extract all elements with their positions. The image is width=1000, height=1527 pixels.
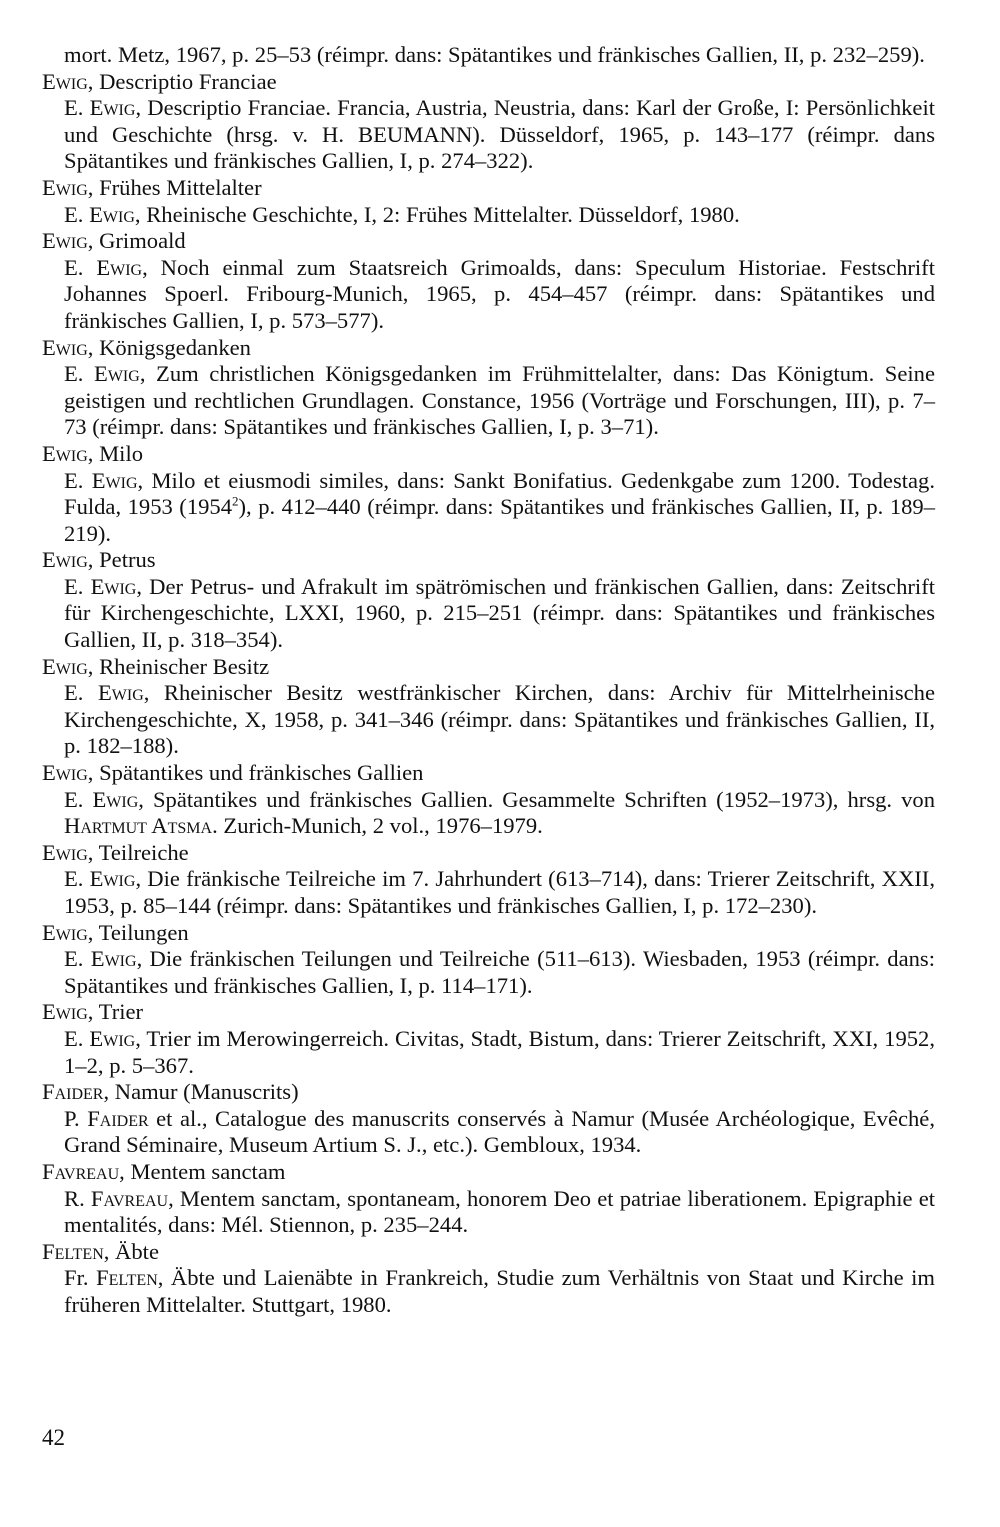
ref-initials: E. [64,786,93,812]
heading-author: Felten [42,1238,104,1264]
ref-author: Ewig [91,467,138,493]
entry-reference [42,680,935,760]
ref-text: , Die fränkische Teilreiche im 7. Jahrhundert (613–714), dans: Trierer Zeitschrift, XXII, 1953, p. 85–144 (réimpr. dans: Spätantikes und fränkisches Gallien, I, p. 172–230). [64,866,935,918]
ref-text-continued: ), p. 412–440 (réimpr. dans: Spätantikes und fränkisches Gallien, II, p. 189–219). [64,494,936,546]
heading-author: Ewig [42,653,88,679]
entry-heading [42,1239,935,1266]
continuation-entry: mort. Metz, 1967, p. 25–53 (réimpr. dans: Spätantikes und fränkisches Gallien, II, p. 232–259). [64,42,925,67]
heading-short-title: , Königsgedanken [87,334,251,360]
heading-short-title: , Trier [87,999,144,1025]
ref-text: , Die fränkischen Teilungen und Teilreiche (511–613). Wiesbaden, 1953 (réimpr. dans: Spätantikes und fränkisches Gallien, I, p. 114–171). [64,946,935,998]
entry-reference [42,202,935,229]
entry-heading [42,760,935,787]
ref-author: Ewig [90,573,137,599]
entry-heading [42,547,935,574]
ref-text: , Äbte und Laienäbte in Frankreich, Studie zum Verhältnis von Staat und Kirche im früheren Mittelalter. Stuttgart, 1980. [64,1265,935,1317]
ref-text-continued: . Zurich-Munich, 2 vol., 1976–1979. [212,813,543,839]
heading-author: Favreau [42,1158,120,1184]
ref-text: , Rheinische Geschichte, I, 2: Frühes Mittelalter. Düsseldorf, 1980. [134,201,740,227]
ref-text: , Descriptio Franciae. Francia, Austria, Neustria, dans: Karl der Große, I: Persönlichkeit und Geschichte (hrsg. v. H. BEUMANN). Düsseldorf, 1965, p. 143–177 (réimpr. dans Spätantikes und fränkisches Gallien, I, p. 274–322). [64,95,935,174]
entry-heading [42,1159,935,1186]
ref-initials: E. [64,1025,90,1051]
ref-author: Favreau [90,1185,169,1211]
ref-author: Ewig [96,254,143,280]
heading-short-title: , Frühes Mittelalter [87,174,262,200]
entry-heading [42,69,935,96]
ref-author: Ewig [92,786,139,812]
ref-author: Ewig [89,201,135,227]
heading-author: Ewig [42,919,88,945]
heading-author: Ewig [42,68,88,94]
heading-author: Ewig [42,174,88,200]
entry-heading [42,920,935,947]
ref-initials: E. [64,254,97,280]
entry-reference [42,946,935,999]
ref-text: et al., Catalogue des manuscrits conservés à Namur (Musée Archéologique, Evêché, Grand Séminaire, Museum Artium S. J., etc.). Gembloux, 1934. [64,1105,935,1158]
entry-reference [42,1106,935,1159]
heading-short-title: , Mentem sanctam [119,1158,286,1184]
edition-superscript: 2 [232,493,239,509]
heading-author: Ewig [42,760,88,786]
ref-author: Ewig [89,866,136,892]
ref-initials: E. [64,946,91,972]
ref-text: , Rheinischer Besitz westfränkischer Kirchen, dans: Archiv für Mittelrheinische Kirchengeschichte, X, 1958, p. 341–346 (réimpr. dans: Spätantikes und fränkisches Gallien, II, p. 182–188). [64,680,935,759]
ref-initials: E. [64,680,98,706]
ref-initials: E. [64,573,91,599]
bibliography-page [42,42,935,1319]
entry-reference [42,1026,935,1079]
entry-reference [42,574,935,654]
entry-heading [42,654,935,681]
heading-short-title: , Milo [87,440,144,466]
ref-initials: E. [64,95,90,121]
ref-text: , Zum christlichen Königsgedanken im Frühmittelalter, dans: Das Königtum. Seine geistigen und rechtlichen Grundlagen. Constance, 1956 (Vorträge und Forschungen, III), p. 7–73 (réimpr. dans: Spätantikes und fränkisches Gallien, I, p. 3–71). [64,361,935,440]
ref-text: , Milo et eiusmodi similes, dans: Sankt Bonifatius. Gedenkgabe zum 1200. Todestag. Fulda, 1953 (1954 [64,467,935,520]
entry-heading [42,335,935,362]
ref-text: , Mentem sanctam, spontaneam, honorem Deo et patriae liberationem. Epigraphie et mentalités, dans: Mél. Stiennon, p. 235–244. [64,1185,935,1238]
entry-heading [42,999,935,1026]
ref-text: , Trier im Merowingerreich. Civitas, Stadt, Bistum, dans: Trierer Zeitschrift, XXI, 1952, 1–2, p. 5–367. [64,1025,935,1078]
entry-reference [42,787,935,840]
heading-short-title: , Teilungen [87,919,189,945]
ref-initials: P. [64,1105,88,1131]
heading-short-title: , Äbte [103,1238,159,1264]
heading-author: Faider [42,1079,104,1105]
heading-short-title: , Descriptio Franciae [87,68,277,94]
ref-initials: E. [64,201,90,227]
ref-text: , Spätantikes und fränkisches Gallien. Gesammelte Schriften (1952–1973), hrsg. von [138,786,935,812]
heading-author: Ewig [42,334,88,360]
entry-heading [42,840,935,867]
ref-editor: Hartmut Atsma [64,813,213,839]
entry-reference [42,255,935,335]
ref-author: Ewig [90,946,137,972]
heading-author: Ewig [42,999,88,1025]
ref-initials: Fr. [64,1265,96,1291]
entry-reference [42,468,935,548]
ref-author: Ewig [97,680,144,706]
ref-author: Felten [96,1265,158,1291]
entry-reference [42,361,935,441]
ref-author: Ewig [89,1025,136,1051]
heading-short-title: , Namur (Manuscrits) [103,1079,299,1105]
heading-author: Ewig [42,839,88,865]
page-number: 42 [42,1425,65,1450]
heading-short-title: , Spätantikes und fränkisches Gallien [87,760,424,786]
ref-text: , Noch einmal zum Staatsreich Grimoalds, dans: Speculum Historiae. Festschrift Johannes Spoerl. Fribourg-Munich, 1965, p. 454–457 (réimpr. dans: Spätantikes und fränkisches Gallien, I, p. 573–577). [64,254,935,333]
heading-author: Ewig [42,547,88,573]
ref-author: Ewig [89,95,136,121]
heading-short-title: , Teilreiche [87,839,189,865]
entry-reference [42,866,935,919]
ref-author: Faider [87,1105,149,1131]
entry-heading [42,1079,935,1106]
entry-heading [42,228,935,255]
entry-heading [42,175,935,202]
heading-author: Ewig [42,440,88,466]
ref-text: , Der Petrus- und Afrakult im spätrömischen und fränkischen Gallien, dans: Zeitschrift für Kirchengeschichte, LXXI, 1960, p. 215–251 (réimpr. dans: Spätantikes und fränkisches Gallien, II, p. 318–354). [64,573,935,653]
ref-author: Ewig [94,361,140,387]
ref-initials: E. [64,467,92,493]
entry-reference [42,1265,935,1318]
ref-initials: R. [64,1185,91,1211]
heading-short-title: , Rheinischer Besitz [87,653,270,679]
entry-reference [42,1186,935,1239]
heading-author: Ewig [42,228,88,254]
heading-short-title: , Petrus [87,547,156,573]
ref-initials: E. [64,866,90,892]
entry-reference [42,95,935,175]
ref-initials: E. [64,361,95,387]
entry-heading [42,441,935,468]
heading-short-title: , Grimoald [87,228,186,254]
